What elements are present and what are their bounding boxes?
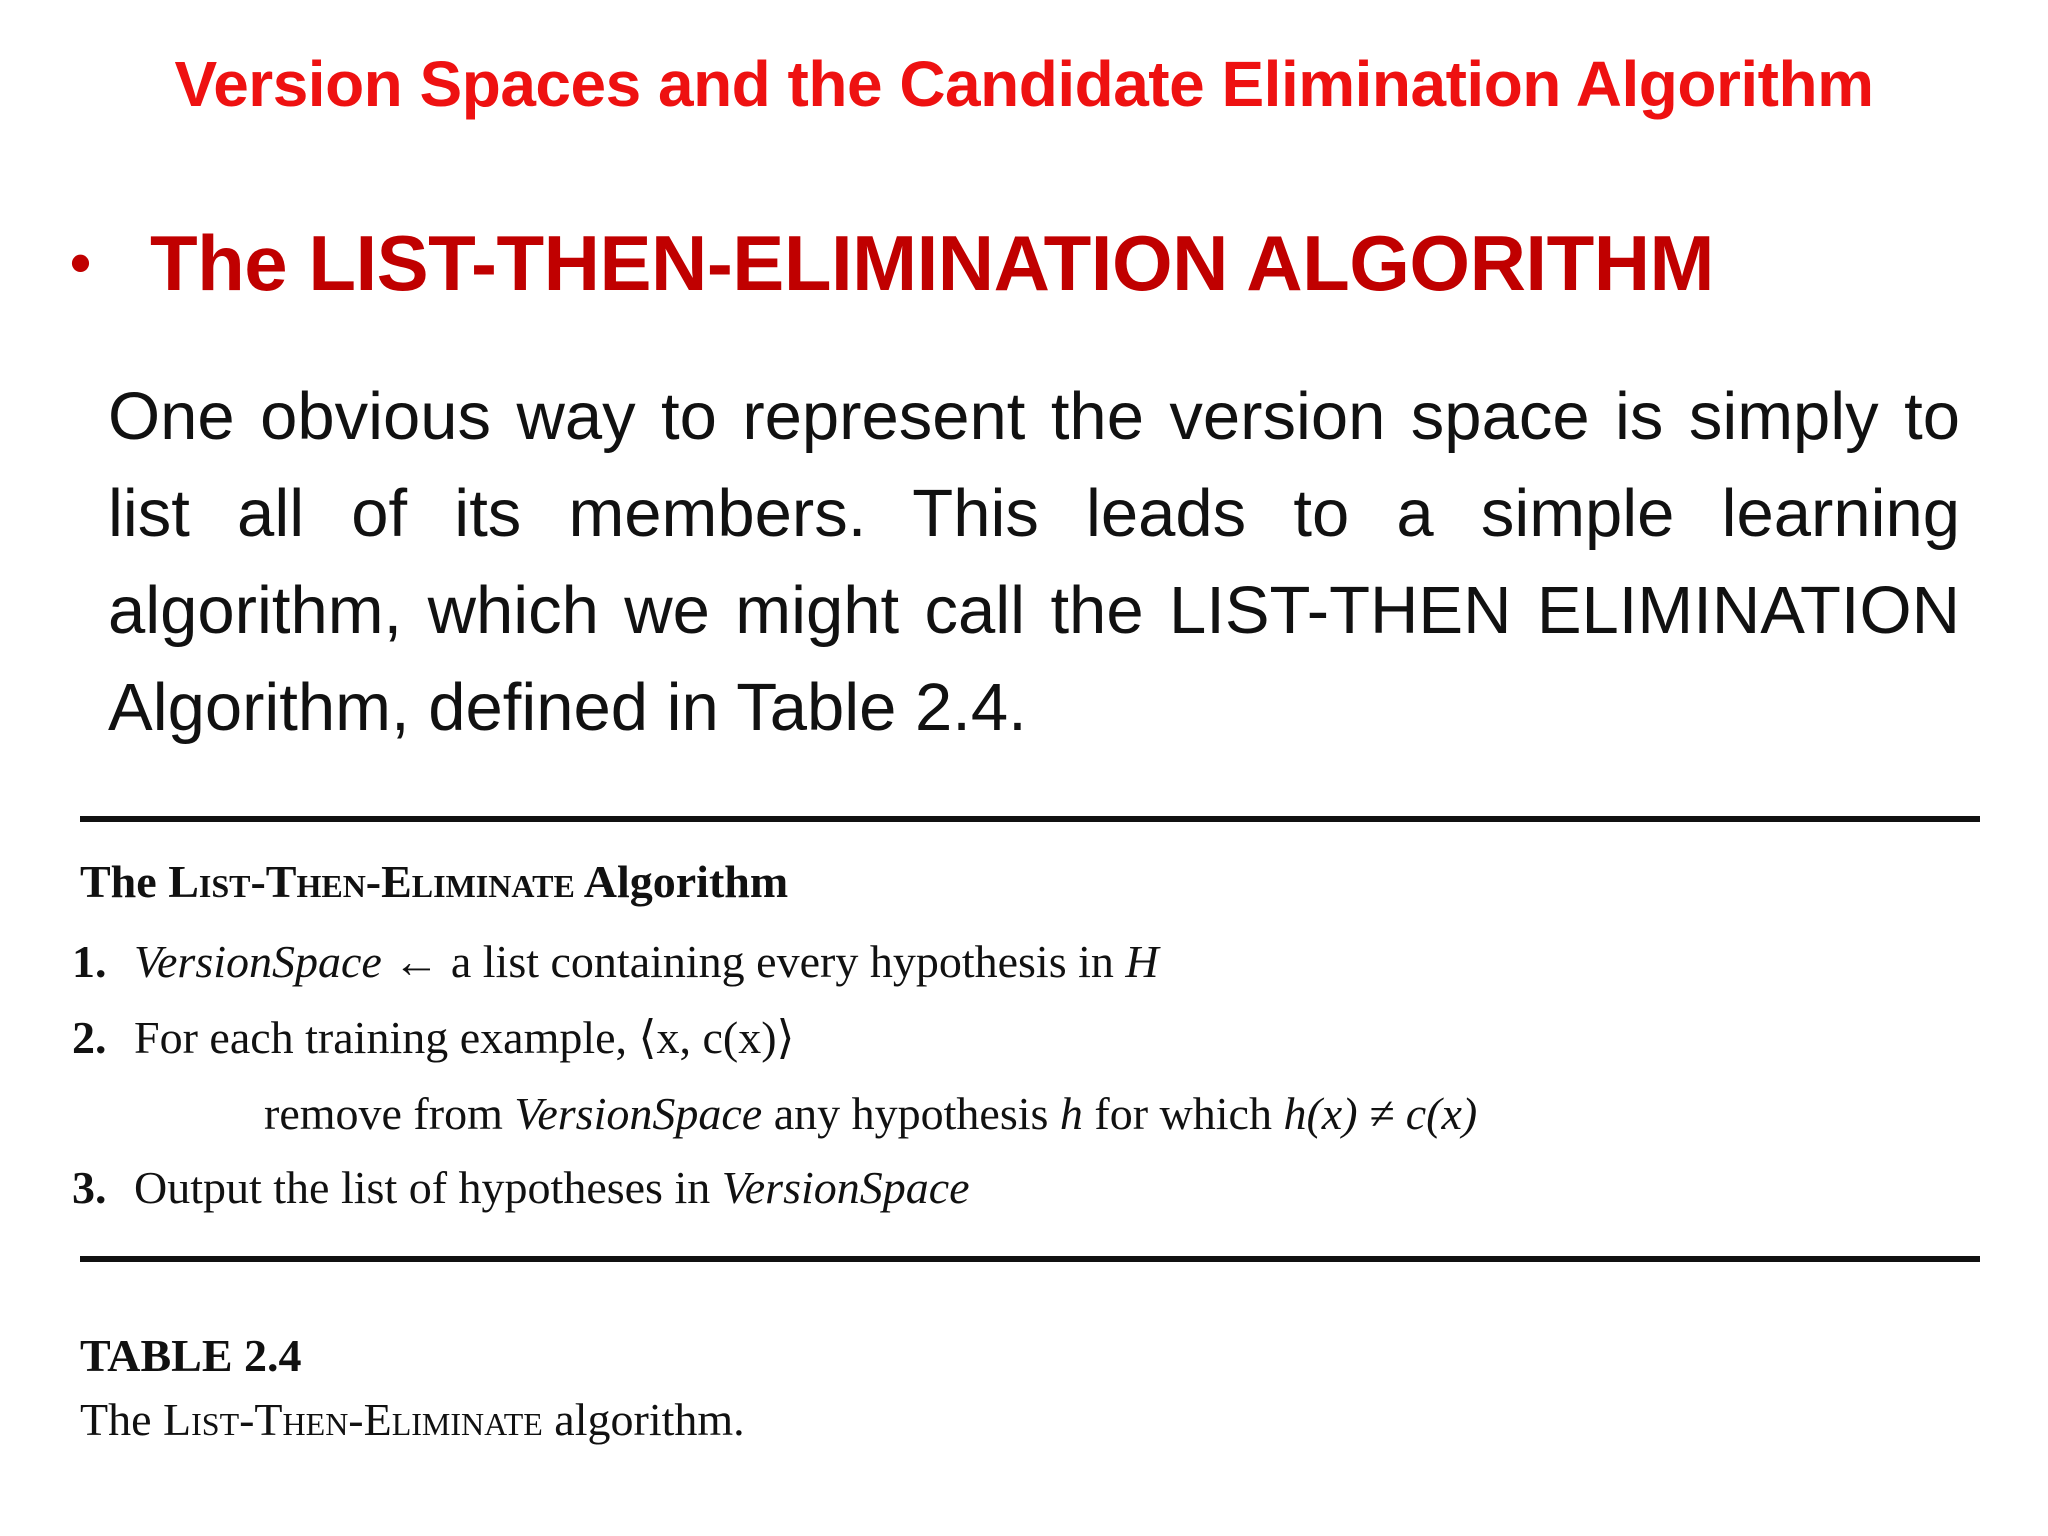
algorithm-title-suffix: Algorithm <box>574 856 789 907</box>
algorithm-title <box>80 854 788 910</box>
algorithm-step-1 <box>72 934 1159 990</box>
step-text: for which <box>1082 1088 1284 1139</box>
step-text: For each training example, ⟨x, c(x)⟩ <box>134 1012 795 1063</box>
step-number: 2. <box>72 1012 107 1063</box>
algorithm-step-3 <box>72 1160 970 1216</box>
table-caption-name: List-Then-Eliminate <box>163 1394 543 1445</box>
step-text: any hypothesis <box>762 1088 1060 1139</box>
bullet-heading <box>70 218 1714 308</box>
step-var-h: h <box>1059 1088 1083 1139</box>
step-var-h-space: H <box>1125 936 1159 987</box>
table-caption-suffix: algorithm. <box>542 1394 745 1445</box>
table-label: TABLE 2.4 <box>80 1330 302 1381</box>
step-condition: h(x) ≠ c(x) <box>1283 1088 1478 1139</box>
algorithm-step-2-detail <box>264 1086 1477 1142</box>
step-text: remove from <box>264 1088 515 1139</box>
slide-title: Version Spaces and the Candidate Elimination Algorithm <box>174 48 1874 120</box>
bullet-heading-text: The LIST-THEN-ELIMINATION ALGORITHM <box>150 219 1715 307</box>
algorithm-title-name: List-Then-Eliminate <box>168 856 575 907</box>
step-var-versionspace: VersionSpace <box>514 1088 763 1139</box>
table-caption-prefix: The <box>80 1394 164 1445</box>
algorithm-step-2 <box>72 1010 795 1066</box>
step-var-versionspace: VersionSpace <box>721 1162 970 1213</box>
step-number: 1. <box>72 936 107 987</box>
step-var-versionspace: VersionSpace <box>134 936 382 987</box>
table-bottom-rule <box>80 1256 1980 1262</box>
bullet-dot-icon: • <box>70 229 92 296</box>
table-top-rule <box>80 816 1980 822</box>
step-text: Output the list of hypotheses in <box>134 1162 722 1213</box>
table-caption <box>80 1392 745 1448</box>
intro-paragraph: One obvious way to represent the version space is simply to list all of its members. This leads to a simple learning algorithm, which we might call the LIST-THEN ELIMINATION Algorithm, defined in Table 2.4. <box>108 379 1960 745</box>
algorithm-title-prefix: The <box>80 856 169 907</box>
step-text: ← a list containing every hypothesis in <box>381 936 1126 987</box>
step-number: 3. <box>72 1162 107 1213</box>
